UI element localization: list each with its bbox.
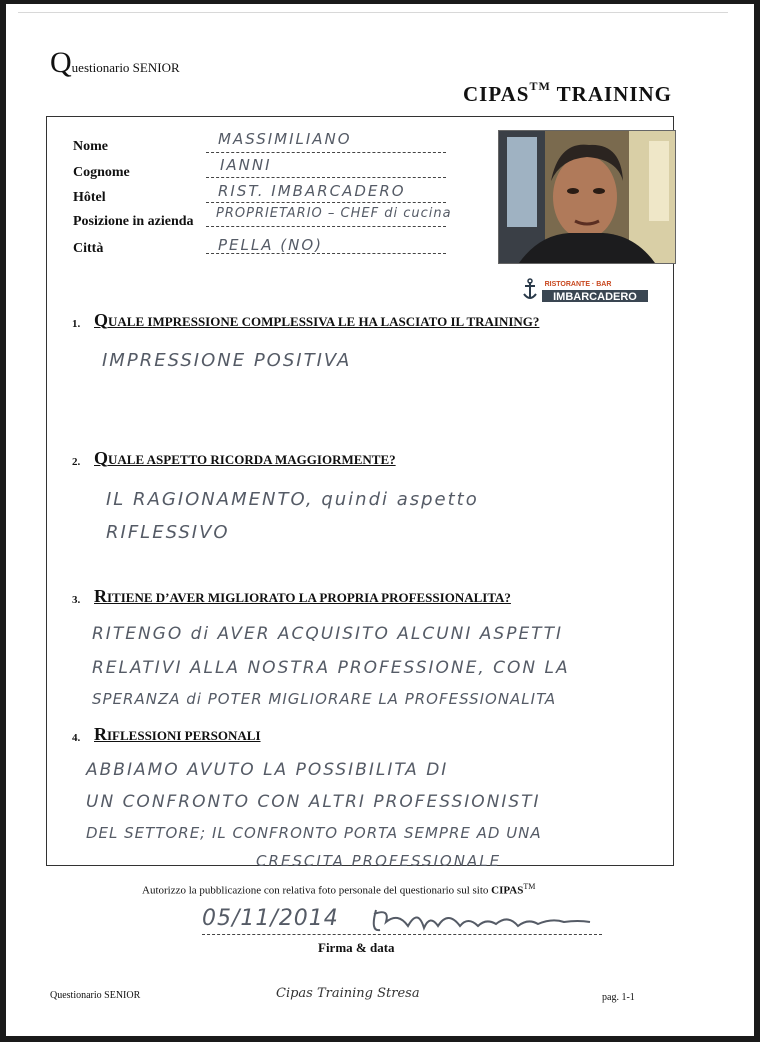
q3-title [94,586,511,607]
label-citta: Città [73,241,104,256]
q2-number: 2. [72,456,81,468]
line-cognome [206,177,446,178]
label-posizione: Posizione in azienda [73,214,194,229]
q4-number: 4. [72,732,81,744]
q3-answer-line-3: SPERANZA di POTER MIGLIORARE LA PROFESSIONALITA [92,690,557,708]
signature-line [202,934,602,935]
q4-answer-line-3: DEL SETTORE; IL CONFRONTO PORTA SEMPRE AD UNA [86,824,542,842]
q1-answer-line-1: IMPRESSIONE POSITIVA [102,350,352,371]
q3-answer-line-2: RELATIVI ALLA NOSTRA PROFESSIONE, CON LA [92,658,570,678]
line-posizione [206,226,446,227]
signature-scribble [368,904,598,938]
authorization-site: CIPAS [491,884,524,897]
svg-text:RISTORANTE · BAR: RISTORANTE · BAR [544,281,612,288]
header-title-initial: Q [50,46,72,79]
q2-title-initial: Q [94,448,109,468]
q3-number: 3. [72,594,81,606]
label-cognome: Cognome [73,165,130,180]
restaurant-logo [520,276,652,304]
q2-title [94,448,396,469]
q3-title-initial: R [94,586,107,606]
footer-page: pag. 1-1 [602,992,635,1003]
footer-center: Cipas Training Stresa [276,986,420,1001]
svg-text:IMBARCADERO: IMBARCADERO [553,291,637,303]
q4-answer-line-4: CRESCITA PROFESSIONALE [256,852,502,870]
line-nome [206,152,446,153]
q4-answer-line-1: ABBIAMO AVUTO LA POSSIBILITA DI [86,760,449,780]
q2-answer-line-1: IL RAGIONAMENTO, quindi aspetto [106,489,479,510]
q1-title-rest: UALE IMPRESSIONE COMPLESSIVA LE HA LASCIATO IL TRAINING? [108,314,540,329]
header-title-rest: uestionario SENIOR [71,60,180,75]
q4-title-rest: IFLESSIONI PERSONALI [107,728,261,743]
q2-answer-line-2: RIFLESSIVO [106,522,230,543]
value-hotel: RIST. IMBARCADERO [218,182,406,200]
signature-date: 05/11/2014 [202,906,339,931]
signature-label: Firma & data [318,940,395,955]
q3-title-rest: ITIENE D’AVER MIGLIORATO LA PROPRIA PROFESSIONALITA? [107,590,511,605]
q1-title-initial: Q [94,310,109,330]
value-posizione: PROPRIETARIO – CHEF di cucina [216,206,452,221]
portrait-image [499,131,675,263]
q2-title-rest: UALE ASPETTO RICORDA MAGGIORMENTE? [108,452,396,467]
profile-photo [498,130,676,264]
value-citta: PELLA (NO) [218,236,323,254]
q1-number: 1. [72,318,81,330]
brand-suffix: TRAINING [556,82,673,106]
footer-left: Questionario SENIOR [50,990,141,1001]
brand-trademark: TM [529,79,551,93]
authorization-trademark: TM [523,882,536,891]
q4-title [94,724,261,745]
q4-answer-line-2: UN CONFRONTO CON ALTRI PROFESSIONISTI [86,792,541,812]
authorization-text [142,882,535,897]
handwritten-signature [368,904,598,938]
authorization-sentence: Autorizzo la pubblicazione con relativa foto personale del questionario sul sito [142,884,492,897]
q3-answer-line-1: RITENGO di AVER ACQUISITO ALCUNI ASPETTI [92,624,563,644]
header-title [50,48,180,78]
q1-title [94,310,539,331]
q4-title-initial: R [94,724,107,744]
anchor-logo-image [520,276,652,304]
label-nome: Nome [73,139,108,154]
label-hotel: Hôtel [73,190,106,205]
line-hotel [206,202,446,203]
questionnaire-page [6,4,754,1036]
top-rule [18,12,728,13]
value-nome: MASSIMILIANO [218,130,352,148]
brand-title [463,79,673,107]
brand-name: CIPAS [463,82,530,106]
value-cognome: IANNI [220,156,272,174]
